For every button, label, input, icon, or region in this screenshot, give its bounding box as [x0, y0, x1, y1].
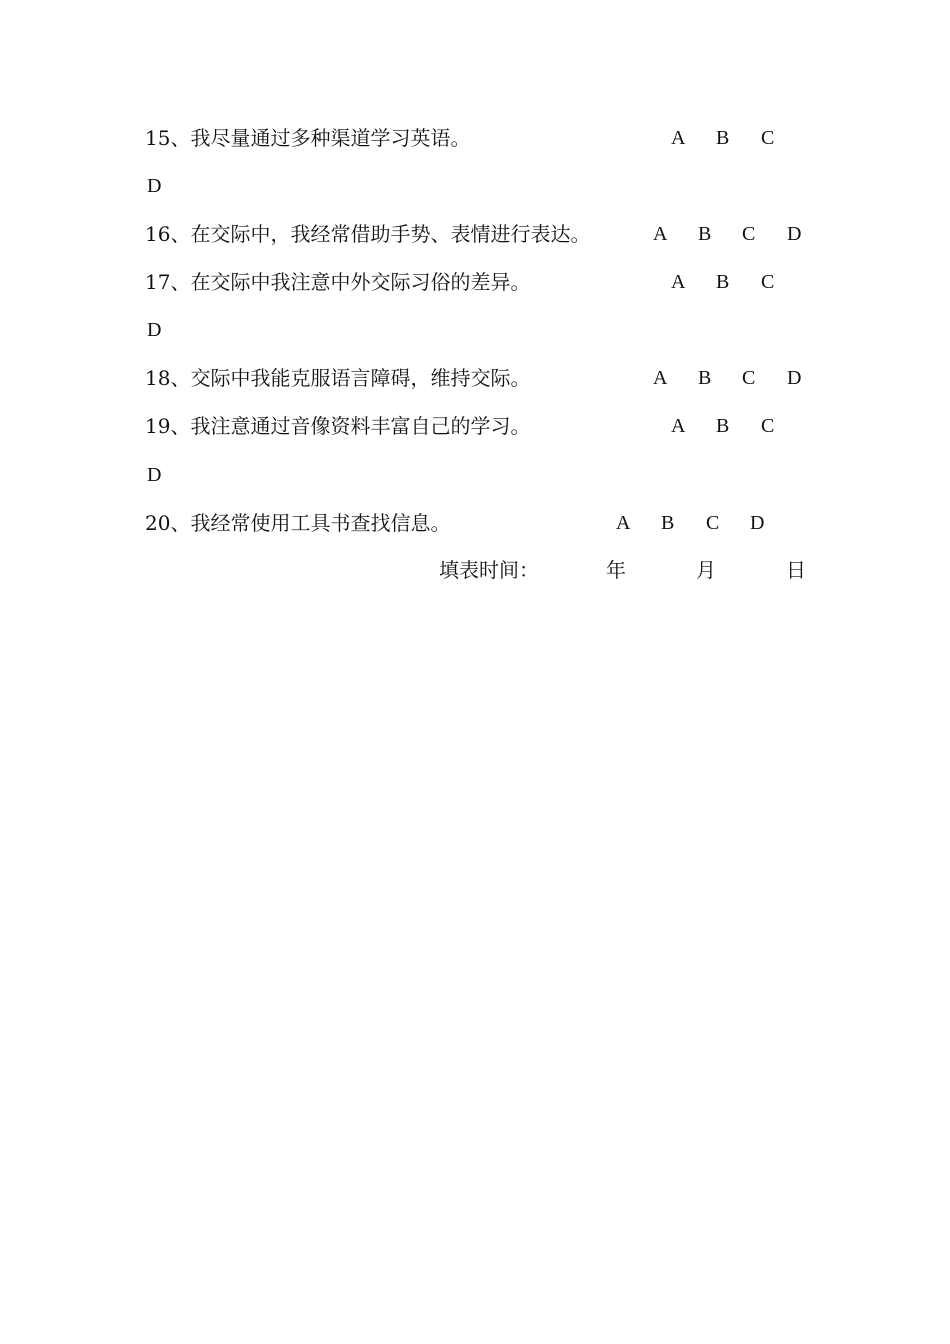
question-15-text: 15、我尽量通过多种渠道学习英语。: [145, 126, 471, 150]
question-20-option-a[interactable]: A: [616, 512, 631, 534]
question-15-option-c[interactable]: C: [761, 127, 775, 149]
question-18-text: 18、交际中我能克服语言障碍，维持交际。: [145, 366, 531, 390]
month-label: 月: [696, 558, 716, 582]
question-19-option-a[interactable]: A: [671, 415, 686, 437]
question-19-text: 19、我注意通过音像资料丰富自己的学习。: [145, 414, 531, 438]
question-16-option-b[interactable]: B: [698, 223, 712, 245]
question-17-option-b[interactable]: B: [716, 271, 730, 293]
question-16-option-c[interactable]: C: [742, 223, 756, 245]
question-19-option-b[interactable]: B: [716, 415, 730, 437]
question-17-option-c[interactable]: C: [761, 271, 775, 293]
question-18-option-d[interactable]: D: [787, 367, 802, 389]
question-18-option-c[interactable]: C: [742, 367, 756, 389]
day-label: 日: [786, 558, 806, 582]
question-17-text: 17、在交际中我注意中外交际习俗的差异。: [145, 270, 531, 294]
question-18-option-b[interactable]: B: [698, 367, 712, 389]
question-16-text: 16、在交际中，我经常借助手势、表情进行表达。: [145, 222, 591, 246]
question-16-option-d[interactable]: D: [787, 223, 802, 245]
question-15-option-d[interactable]: D: [147, 175, 162, 197]
fill-date-label: 填表时间：: [439, 558, 539, 582]
question-16-option-a[interactable]: A: [653, 223, 668, 245]
question-19-option-d[interactable]: D: [147, 464, 162, 486]
question-20-text: 20、我经常使用工具书查找信息。: [145, 511, 451, 535]
question-17-option-d[interactable]: D: [147, 319, 162, 341]
question-15-option-b[interactable]: B: [716, 127, 730, 149]
question-20-option-b[interactable]: B: [661, 512, 675, 534]
question-18-option-a[interactable]: A: [653, 367, 668, 389]
question-20-option-d[interactable]: D: [750, 512, 765, 534]
question-17-option-a[interactable]: A: [671, 271, 686, 293]
question-19-option-c[interactable]: C: [761, 415, 775, 437]
question-20-option-c[interactable]: C: [706, 512, 720, 534]
question-15-option-a[interactable]: A: [671, 127, 686, 149]
year-label: 年: [606, 558, 626, 582]
